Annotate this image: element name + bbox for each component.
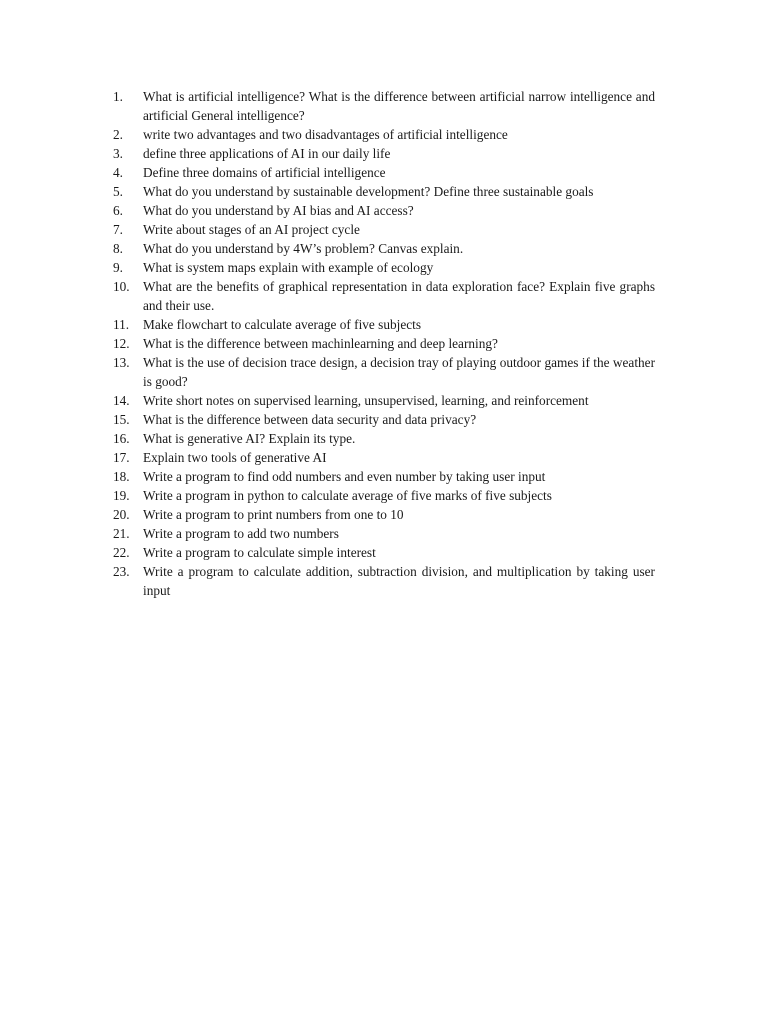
- item-text: What is system maps explain with example of ecology: [143, 260, 434, 275]
- item-text: Make flowchart to calculate average of five subjects: [143, 317, 421, 332]
- item-text: What is the difference between data security and data privacy?: [143, 412, 477, 427]
- item-number: 22.: [113, 545, 130, 560]
- list-item: [113, 524, 655, 543]
- item-number: 21.: [113, 526, 130, 541]
- list-item: [113, 467, 655, 486]
- item-number: 12.: [113, 336, 130, 351]
- item-text: Write a program to add two numbers: [143, 526, 339, 541]
- item-text: Write short notes on supervised learning, unsupervised, learning, and reinforcement: [143, 393, 589, 408]
- item-text: Write a program in python to calculate average of five marks of five subjects: [143, 488, 552, 503]
- item-number: 15.: [113, 412, 130, 427]
- item-text: Write a program to find odd numbers and even number by taking user input: [143, 469, 546, 484]
- list-item: [113, 182, 655, 201]
- item-number: 10.: [113, 279, 130, 294]
- question-list: [113, 87, 655, 600]
- list-item: [113, 448, 655, 467]
- item-number: 8.: [113, 241, 123, 256]
- list-item: [113, 144, 655, 163]
- item-number: 20.: [113, 507, 130, 522]
- item-text: define three applications of AI in our daily life: [143, 146, 391, 161]
- list-item: [113, 277, 655, 315]
- item-number: 17.: [113, 450, 130, 465]
- item-text: Define three domains of artificial intelligence: [143, 165, 386, 180]
- list-item: [113, 410, 655, 429]
- list-item: [113, 543, 655, 562]
- list-item: [113, 391, 655, 410]
- item-text: What is the use of decision trace design, a decision tray of playing outdoor games if the weather is good?: [143, 355, 655, 389]
- item-number: 11.: [113, 317, 130, 332]
- item-text: Write a program to calculate addition, subtraction division, and multiplication by taking user input: [143, 564, 655, 598]
- item-number: 4.: [113, 165, 123, 180]
- item-number: 14.: [113, 393, 130, 408]
- item-number: 5.: [113, 184, 123, 199]
- item-text: What do you understand by sustainable development? Define three sustainable goals: [143, 184, 594, 199]
- item-text: What do you understand by AI bias and AI access?: [143, 203, 414, 218]
- item-text: What are the benefits of graphical representation in data exploration face? Explain five graphs and their use.: [143, 279, 655, 313]
- list-item: [113, 258, 655, 277]
- item-number: 1.: [113, 89, 123, 104]
- list-item: [113, 239, 655, 258]
- item-text: What is generative AI? Explain its type.: [143, 431, 356, 446]
- item-text: What do you understand by 4W’s problem? Canvas explain.: [143, 241, 464, 256]
- item-number: 16.: [113, 431, 130, 446]
- item-text: Explain two tools of generative AI: [143, 450, 327, 465]
- list-item: [113, 486, 655, 505]
- list-item: [113, 125, 655, 144]
- item-number: 18.: [113, 469, 130, 484]
- item-text: What is the difference between machinlearning and deep learning?: [143, 336, 498, 351]
- item-text: Write a program to print numbers from one to 10: [143, 507, 404, 522]
- item-number: 6.: [113, 203, 123, 218]
- list-item: [113, 163, 655, 182]
- item-text: write two advantages and two disadvantages of artificial intelligence: [143, 127, 508, 142]
- item-number: 13.: [113, 355, 130, 370]
- list-item: [113, 353, 655, 391]
- item-text: Write a program to calculate simple interest: [143, 545, 376, 560]
- list-item: [113, 220, 655, 239]
- item-number: 2.: [113, 127, 123, 142]
- list-item: [113, 505, 655, 524]
- item-number: 3.: [113, 146, 123, 161]
- list-item: [113, 429, 655, 448]
- list-item: [113, 562, 655, 600]
- item-text: Write about stages of an AI project cycle: [143, 222, 360, 237]
- item-text: What is artificial intelligence? What is the difference between artificial narrow intelligence and artificial General intelligence?: [143, 89, 655, 123]
- list-item: [113, 87, 655, 125]
- item-number: 19.: [113, 488, 130, 503]
- list-item: [113, 334, 655, 353]
- item-number: 7.: [113, 222, 123, 237]
- list-item: [113, 201, 655, 220]
- item-number: 23.: [113, 564, 130, 579]
- item-number: 9.: [113, 260, 123, 275]
- list-item: [113, 315, 655, 334]
